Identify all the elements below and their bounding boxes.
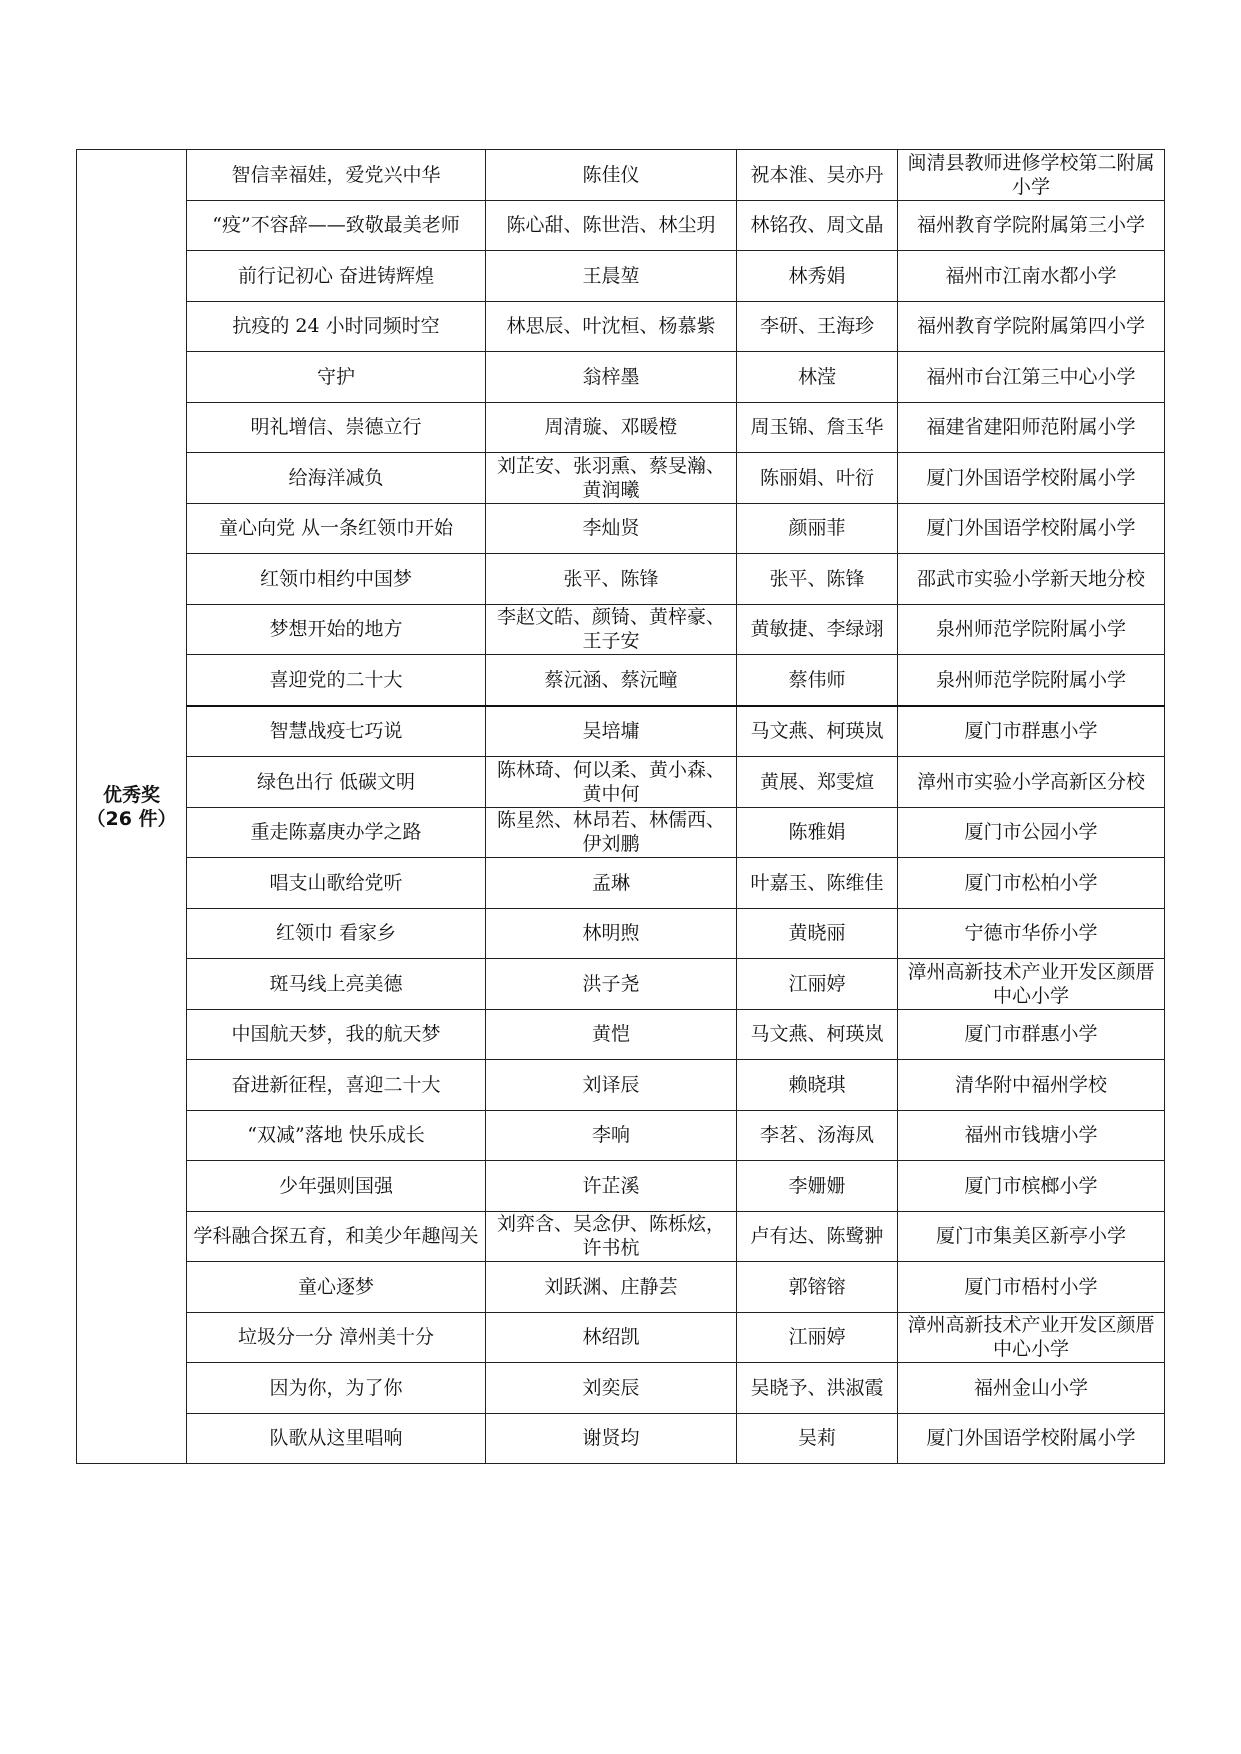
tutors-cell: 马文燕、柯瑛岚 bbox=[737, 706, 898, 757]
school-cell: 漳州市实验小学高新区分校 bbox=[898, 757, 1165, 808]
table-row bbox=[77, 1060, 1165, 1111]
authors-cell: 周清璇、邓暖橙 bbox=[486, 402, 737, 453]
authors-cell: 李灿贤 bbox=[486, 503, 737, 554]
work-title-cell: “疫”不容辞——致敬最美老师 bbox=[187, 200, 486, 251]
authors-cell: 陈星然、林昂若、林儒西、伊刘鹏 bbox=[486, 807, 737, 858]
table-row bbox=[77, 655, 1165, 706]
work-title-cell: 中国航天梦，我的航天梦 bbox=[187, 1009, 486, 1060]
work-title-cell: 红领巾 看家乡 bbox=[187, 908, 486, 959]
tutors-cell: 马文燕、柯瑛岚 bbox=[737, 1009, 898, 1060]
work-title-cell: 智信幸福娃，爱党兴中华 bbox=[187, 150, 486, 201]
tutors-cell: 黄敏捷、李绿翊 bbox=[737, 604, 898, 655]
authors-cell: 蔡沅涵、蔡沅疃 bbox=[486, 655, 737, 706]
authors-cell: 黄恺 bbox=[486, 1009, 737, 1060]
authors-cell: 陈佳仪 bbox=[486, 150, 737, 201]
tutors-cell: 蔡伟师 bbox=[737, 655, 898, 706]
work-title-cell: 梦想开始的地方 bbox=[187, 604, 486, 655]
school-cell: 泉州师范学院附属小学 bbox=[898, 655, 1165, 706]
authors-cell: 谢贤均 bbox=[486, 1413, 737, 1464]
school-cell: 闽清县教师进修学校第二附属小学 bbox=[898, 150, 1165, 201]
school-cell: 泉州师范学院附属小学 bbox=[898, 604, 1165, 655]
work-title-cell: 前行记初心 奋进铸辉煌 bbox=[187, 251, 486, 302]
work-title-cell: 童心逐梦 bbox=[187, 1262, 486, 1313]
award-table bbox=[76, 149, 1165, 1464]
authors-cell: 刘跃渊、庄静芸 bbox=[486, 1262, 737, 1313]
award-category-name: 优秀奖 bbox=[102, 783, 160, 806]
work-title-cell: 重走陈嘉庚办学之路 bbox=[187, 807, 486, 858]
table-row bbox=[77, 908, 1165, 959]
table-row bbox=[77, 1413, 1165, 1464]
school-cell: 福州市台江第三中心小学 bbox=[898, 352, 1165, 403]
authors-cell: 许芷溪 bbox=[486, 1161, 737, 1212]
table-row bbox=[77, 554, 1165, 605]
tutors-cell: 江丽婷 bbox=[737, 959, 898, 1010]
authors-cell: 李赵文皓、颜锜、黄梓豪、王子安 bbox=[486, 604, 737, 655]
authors-cell: 洪子尧 bbox=[486, 959, 737, 1010]
table-row bbox=[77, 959, 1165, 1010]
school-cell: 厦门外国语学校附属小学 bbox=[898, 453, 1165, 504]
school-cell: 福州教育学院附属第三小学 bbox=[898, 200, 1165, 251]
table-row bbox=[77, 402, 1165, 453]
table-row bbox=[77, 1211, 1165, 1262]
award-category-count: （26 件） bbox=[86, 807, 177, 830]
table-row bbox=[77, 807, 1165, 858]
authors-cell: 吴培墉 bbox=[486, 706, 737, 757]
work-title-cell: 给海洋减负 bbox=[187, 453, 486, 504]
table-row bbox=[77, 858, 1165, 909]
tutors-cell: 李姗姗 bbox=[737, 1161, 898, 1212]
authors-cell: 刘奕辰 bbox=[486, 1363, 737, 1414]
tutors-cell: 黄展、郑雯煊 bbox=[737, 757, 898, 808]
authors-cell: 林绍凯 bbox=[486, 1312, 737, 1363]
tutors-cell: 林秀娟 bbox=[737, 251, 898, 302]
table-row bbox=[77, 352, 1165, 403]
work-title-cell: 学科融合探五育，和美少年趣闯关 bbox=[187, 1211, 486, 1262]
table-row bbox=[77, 604, 1165, 655]
table-row bbox=[77, 503, 1165, 554]
work-title-cell: 奋进新征程，喜迎二十大 bbox=[187, 1060, 486, 1111]
work-title-cell: “双减”落地 快乐成长 bbox=[187, 1110, 486, 1161]
tutors-cell: 祝本淮、吴亦丹 bbox=[737, 150, 898, 201]
authors-cell: 陈林琦、何以柔、黄小森、黄中何 bbox=[486, 757, 737, 808]
work-title-cell: 喜迎党的二十大 bbox=[187, 655, 486, 706]
school-cell: 漳州高新技术产业开发区颜厝中心小学 bbox=[898, 959, 1165, 1010]
table-row bbox=[77, 757, 1165, 808]
work-title-cell: 守护 bbox=[187, 352, 486, 403]
table-row bbox=[77, 706, 1165, 757]
school-cell: 厦门市梧村小学 bbox=[898, 1262, 1165, 1313]
school-cell: 清华附中福州学校 bbox=[898, 1060, 1165, 1111]
authors-cell: 刘芷安、张羽熏、蔡旻瀚、黄润曦 bbox=[486, 453, 737, 504]
tutors-cell: 林铭孜、周文晶 bbox=[737, 200, 898, 251]
table-row bbox=[77, 150, 1165, 201]
authors-cell: 翁梓墨 bbox=[486, 352, 737, 403]
authors-cell: 张平、陈锋 bbox=[486, 554, 737, 605]
table-row bbox=[77, 301, 1165, 352]
school-cell: 邵武市实验小学新天地分校 bbox=[898, 554, 1165, 605]
school-cell: 漳州高新技术产业开发区颜厝中心小学 bbox=[898, 1312, 1165, 1363]
work-title-cell: 因为你，为了你 bbox=[187, 1363, 486, 1414]
tutors-cell: 吴莉 bbox=[737, 1413, 898, 1464]
table-row bbox=[77, 1161, 1165, 1212]
school-cell: 厦门市群惠小学 bbox=[898, 706, 1165, 757]
award-category-cell bbox=[77, 150, 187, 1464]
school-cell: 厦门市群惠小学 bbox=[898, 1009, 1165, 1060]
school-cell: 厦门市槟榔小学 bbox=[898, 1161, 1165, 1212]
work-title-cell: 绿色出行 低碳文明 bbox=[187, 757, 486, 808]
tutors-cell: 江丽婷 bbox=[737, 1312, 898, 1363]
work-title-cell: 红领巾相约中国梦 bbox=[187, 554, 486, 605]
table-row bbox=[77, 1110, 1165, 1161]
authors-cell: 王晨堃 bbox=[486, 251, 737, 302]
tutors-cell: 张平、陈锋 bbox=[737, 554, 898, 605]
tutors-cell: 卢有达、陈鹭翀 bbox=[737, 1211, 898, 1262]
tutors-cell: 吴晓予、洪淑霞 bbox=[737, 1363, 898, 1414]
tutors-cell: 林滢 bbox=[737, 352, 898, 403]
tutors-cell: 周玉锦、詹玉华 bbox=[737, 402, 898, 453]
work-title-cell: 队歌从这里唱响 bbox=[187, 1413, 486, 1464]
authors-cell: 陈心甜、陈世浩、林尘玥 bbox=[486, 200, 737, 251]
authors-cell: 孟琳 bbox=[486, 858, 737, 909]
table-row bbox=[77, 1009, 1165, 1060]
school-cell: 福州市钱塘小学 bbox=[898, 1110, 1165, 1161]
table-row bbox=[77, 453, 1165, 504]
work-title-cell: 垃圾分一分 漳州美十分 bbox=[187, 1312, 486, 1363]
tutors-cell: 叶嘉玉、陈维佳 bbox=[737, 858, 898, 909]
tutors-cell: 赖晓琪 bbox=[737, 1060, 898, 1111]
authors-cell: 李响 bbox=[486, 1110, 737, 1161]
work-title-cell: 斑马线上亮美德 bbox=[187, 959, 486, 1010]
school-cell: 福建省建阳师范附属小学 bbox=[898, 402, 1165, 453]
school-cell: 宁德市华侨小学 bbox=[898, 908, 1165, 959]
work-title-cell: 抗疫的 24 小时同频时空 bbox=[187, 301, 486, 352]
work-title-cell: 童心向党 从一条红领巾开始 bbox=[187, 503, 486, 554]
authors-cell: 刘弈含、吴念伊、陈栎炫，许书杭 bbox=[486, 1211, 737, 1262]
school-cell: 厦门市集美区新亭小学 bbox=[898, 1211, 1165, 1262]
school-cell: 福州教育学院附属第四小学 bbox=[898, 301, 1165, 352]
table-row bbox=[77, 1363, 1165, 1414]
school-cell: 福州金山小学 bbox=[898, 1363, 1165, 1414]
award-table-body bbox=[77, 150, 1165, 1464]
authors-cell: 林明煦 bbox=[486, 908, 737, 959]
table-row bbox=[77, 251, 1165, 302]
school-cell: 厦门外国语学校附属小学 bbox=[898, 503, 1165, 554]
tutors-cell: 郭镕镕 bbox=[737, 1262, 898, 1313]
school-cell: 厦门市松柏小学 bbox=[898, 858, 1165, 909]
work-title-cell: 唱支山歌给党听 bbox=[187, 858, 486, 909]
authors-cell: 刘译辰 bbox=[486, 1060, 737, 1111]
tutors-cell: 陈丽娟、叶衍 bbox=[737, 453, 898, 504]
work-title-cell: 少年强则国强 bbox=[187, 1161, 486, 1212]
table-row bbox=[77, 1312, 1165, 1363]
authors-cell: 林思辰、叶沈桓、杨慕紫 bbox=[486, 301, 737, 352]
school-cell: 厦门外国语学校附属小学 bbox=[898, 1413, 1165, 1464]
work-title-cell: 明礼增信、崇德立行 bbox=[187, 402, 486, 453]
work-title-cell: 智慧战疫七巧说 bbox=[187, 706, 486, 757]
school-cell: 厦门市公园小学 bbox=[898, 807, 1165, 858]
tutors-cell: 陈雅娟 bbox=[737, 807, 898, 858]
tutors-cell: 李茗、汤海凤 bbox=[737, 1110, 898, 1161]
tutors-cell: 李研、王海珍 bbox=[737, 301, 898, 352]
tutors-cell: 颜丽菲 bbox=[737, 503, 898, 554]
table-row bbox=[77, 200, 1165, 251]
table-row bbox=[77, 1262, 1165, 1313]
school-cell: 福州市江南水都小学 bbox=[898, 251, 1165, 302]
tutors-cell: 黄晓丽 bbox=[737, 908, 898, 959]
